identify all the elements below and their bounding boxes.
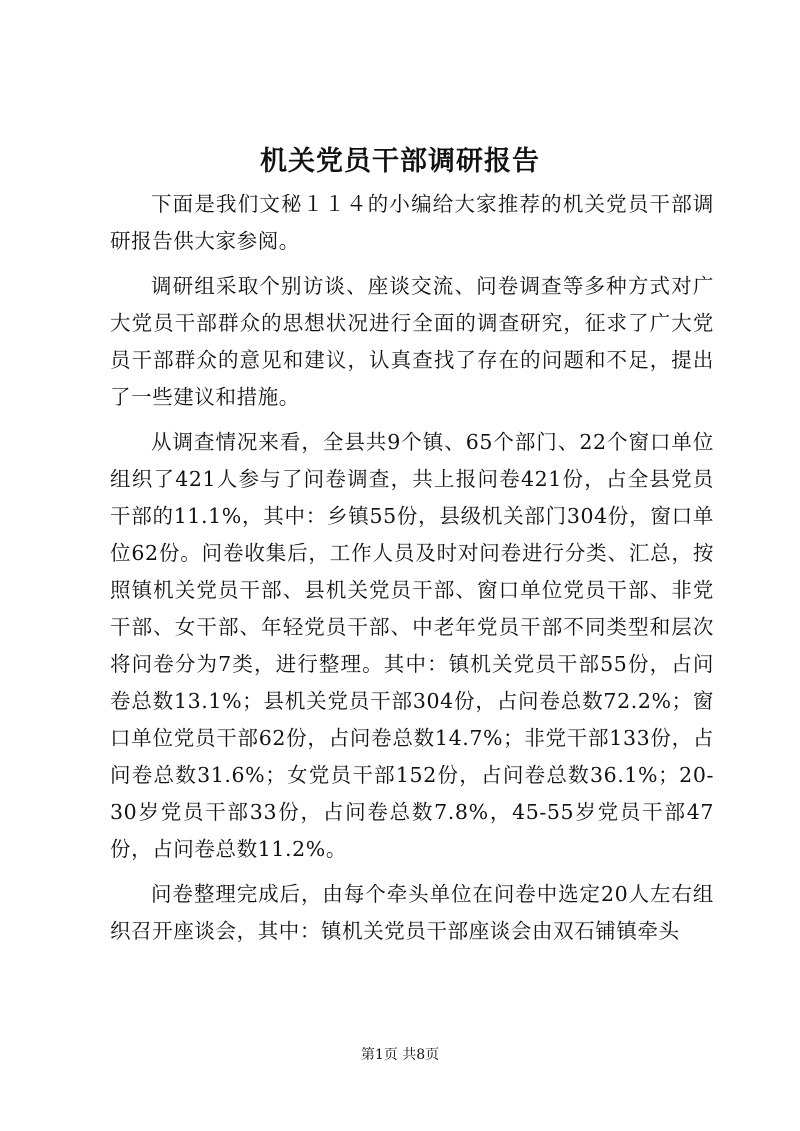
- document-title: 机关党员干部调研报告: [260, 146, 540, 177]
- paragraph-survey-results: 从调查情况来看，全县共9个镇、65个部门、22个窗口单位组织了421人参与了问卷调查，共上报问卷421份，占全县党员干部的11.1%，其中：乡镇55份，县级机关部门304份，窗口单位62份。问卷收集后，工作人员及时对问卷进行分类、汇总，按照镇机关党员干部、县机关党员干部、窗口单位党员干部、非党干部、女干部、年轻党员干部、中老年党员干部不同类型和层次将问卷分为7类，进行整理。其中：镇机关党员干部55份，占问卷总数13.1%；县机关党员干部304份，占问卷总数72.2%；窗口单位党员干部62份，占问卷总数14.7%；非党干部133份，占问卷总数31.6%；女党员干部152份，占问卷总数36.1%；20-30岁党员干部33份，占问卷总数7.8%，45-55岁党员干部47份，占问卷总数11.2%。: [110, 430, 714, 861]
- paragraph-methods: 调研组采取个别访谈、座谈交流、问卷调查等多种方式对广大党员干部群众的思想状况进行全面的调查研究，征求了广大党员干部群众的意见和建议，认真查找了存在的问题和不足，提出了一些建议和措施。: [110, 274, 714, 409]
- paragraph-intro: 下面是我们文秘１１４的小编给大家推荐的机关党员干部调研报告供大家参阅。: [110, 192, 714, 253]
- paragraph-discussion: 问卷整理完成后，由每个牵头单位在问卷中选定20人左右组织召开座谈会，其中：镇机关党员干部座谈会由双石铺镇牵头: [110, 882, 714, 943]
- document-body: [110, 186, 714, 958]
- page-number-footer: 第1页 共8页: [360, 1047, 440, 1063]
